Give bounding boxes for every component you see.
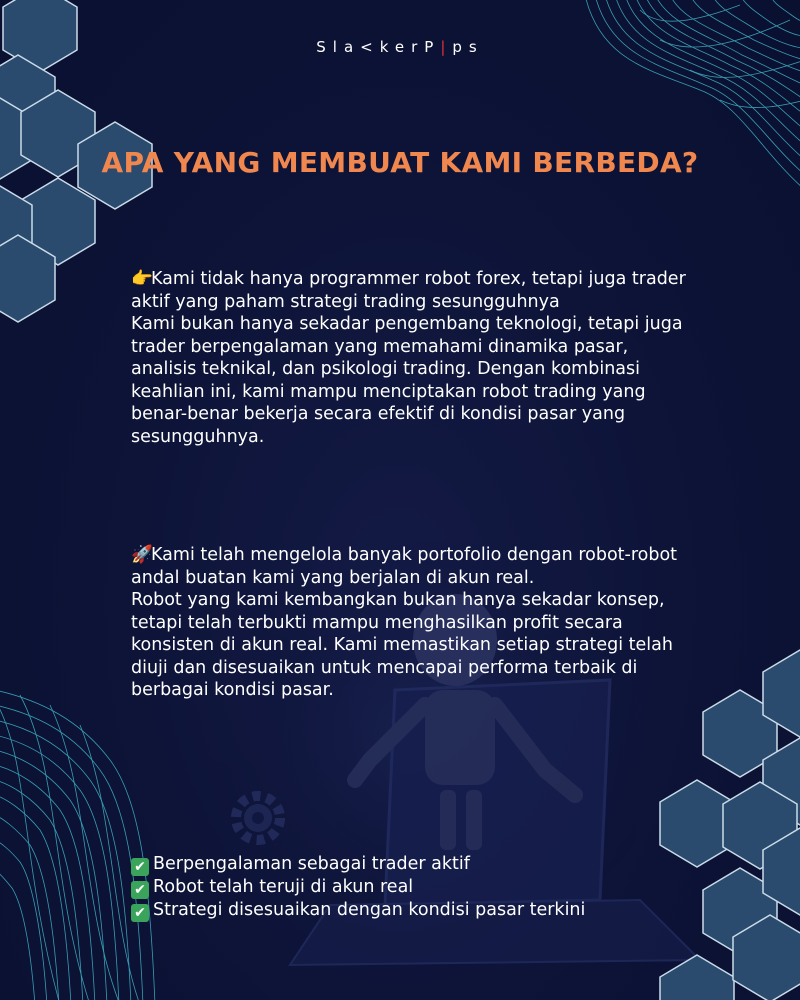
- section-body: Kami bukan hanya sekadar pengembang teknologi, tetapi juga trader berpengalaman yang memahami dinamika pasar, analisis teknikal, dan psikologi trading. Dengan kombinasi keahlian ini, kami mampu menciptakan robot trading yang benar-benar bekerja secara efektif di kondisi pasar yang sesungguhnya.: [131, 314, 683, 447]
- brand-logo: [0, 38, 800, 56]
- list-item: [131, 899, 691, 922]
- section-title: [131, 268, 691, 313]
- section-body: Robot yang kami kembangkan bukan hanya sekadar konsep, tetapi telah terbukti mampu menghasilkan profit secara konsisten di akun real. Kami memastikan setiap strategi telah diuji dan disesuaikan untuk mencapai performa terbaik di berbagai kondisi pasar.: [131, 590, 673, 700]
- checkmark-icon: ✔: [131, 858, 149, 876]
- pointing-hand-icon: 👉: [131, 269, 153, 289]
- logo-text-end: ps: [452, 38, 484, 56]
- checklist: [131, 853, 691, 922]
- section-title-text: Kami tidak hanya programmer robot forex, tetapi juga trader aktif yang paham strategi trading sesungguhnya: [131, 269, 686, 312]
- checklist-item-text: Strategi disesuaikan dengan kondisi pasar terkini: [153, 900, 586, 920]
- section-title-text: Kami telah mengelola banyak portofolio dengan robot-robot andal buatan kami yang berjalan di akun real.: [131, 545, 678, 588]
- logo-text-start: Sla<kerP: [316, 38, 441, 56]
- list-item: [131, 853, 691, 876]
- list-item: [131, 876, 691, 899]
- checklist-item-text: Berpengalaman sebagai trader aktif: [153, 854, 470, 874]
- logo-accent-bar: |: [440, 38, 453, 56]
- page-title: APA YANG MEMBUAT KAMI BERBEDA?: [101, 146, 699, 179]
- checklist-item-text: Robot telah teruji di akun real: [153, 877, 414, 897]
- feature-section-portfolio: [131, 544, 691, 702]
- wave-mesh-bottom-left: [0, 690, 155, 1000]
- checkmark-icon: ✔: [131, 904, 149, 922]
- rocket-icon: 🚀: [131, 545, 153, 565]
- section-title: [131, 544, 691, 589]
- checkmark-icon: ✔: [131, 881, 149, 899]
- feature-section-programmer: [131, 268, 691, 448]
